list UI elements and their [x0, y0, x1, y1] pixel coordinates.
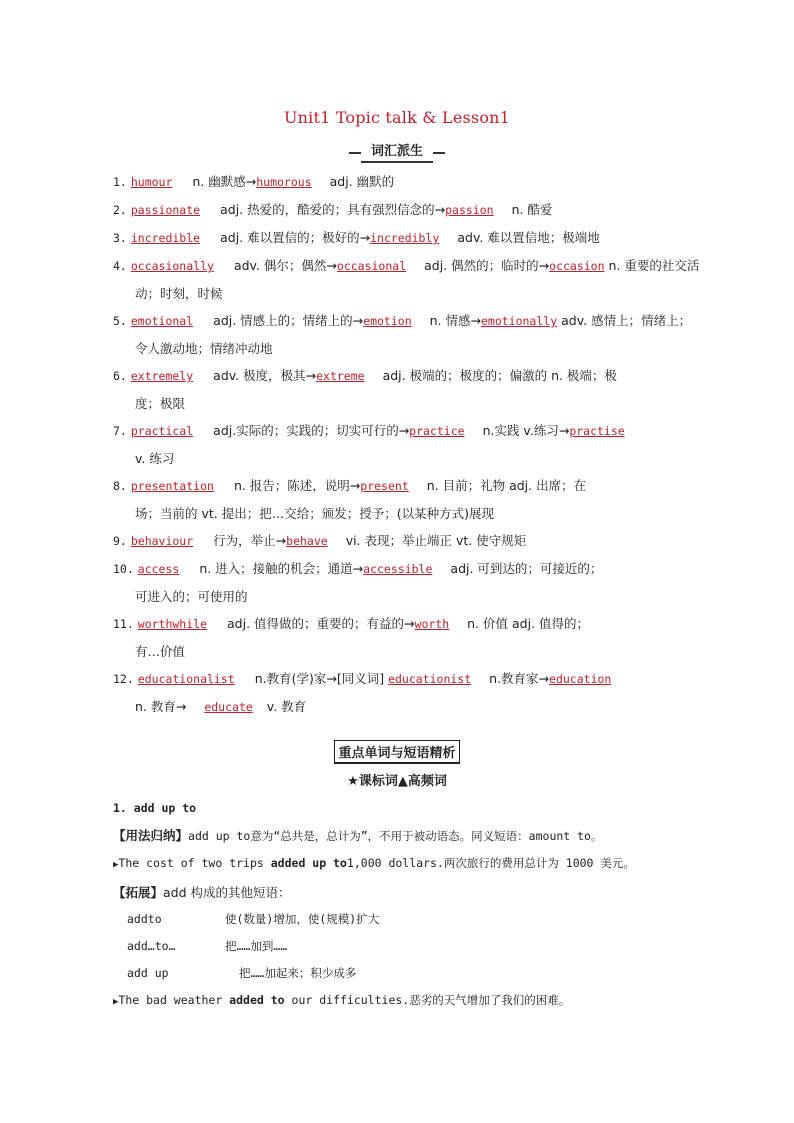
- entry-text: adv. 难以置信地；极端地: [457, 230, 600, 245]
- entry-number: 7.: [113, 424, 127, 438]
- entry-text: 有…价值: [135, 644, 186, 659]
- example-1-post: 1,000 dollars.两次旅行的费用总计为 1000 美元。: [346, 856, 635, 870]
- answer-word: practice: [409, 424, 465, 438]
- answer-word: behave: [286, 534, 328, 548]
- answer-word: presentation: [130, 479, 214, 493]
- entry-text: 动；时刻，时候: [135, 286, 223, 301]
- extension-line: [113, 879, 713, 906]
- answer-word: practical: [130, 424, 194, 438]
- entry-number: 4.: [113, 259, 127, 273]
- answer-word: behaviour: [130, 534, 194, 548]
- entry-text: n. 酷爱: [511, 202, 553, 217]
- entry-text: adj. 可到达的；可接近的；: [450, 561, 603, 576]
- entry-text: adj. 值得做的；重要的；有益的→: [227, 616, 415, 631]
- vocab-entry-continuation: [113, 693, 703, 721]
- entry-number: 1.: [113, 175, 127, 189]
- section2-title: 重点单词与短语精析: [334, 740, 459, 764]
- vocab-entry-continuation: [113, 500, 703, 527]
- entry-text: 度；极限: [135, 396, 186, 411]
- entry-text: adv. 极度，极其→: [213, 368, 317, 383]
- phrase-en: add up: [127, 966, 169, 980]
- entry-text: adv. 偶尔；偶然→: [233, 258, 337, 273]
- answer-word: occasionally: [130, 259, 214, 273]
- entry-text: n. 报告；陈述，说明→: [233, 478, 361, 493]
- phrase-en: addto: [127, 912, 162, 926]
- phrase-heading: 1. add up to: [113, 801, 197, 815]
- answer-word: access: [137, 562, 180, 576]
- answer-word: education: [549, 672, 612, 686]
- example-1-bold: added up to: [270, 856, 347, 870]
- entry-number: 9.: [113, 534, 127, 548]
- answer-word: occasional: [336, 259, 407, 273]
- entry-text: vi. 表现；举止端正 vt. 使守规矩: [345, 533, 527, 548]
- example-2-post: our difficulties.恶劣的天气增加了我们的困难。: [284, 993, 571, 1007]
- vocab-entry-continuation: [113, 583, 703, 610]
- answer-word: practise: [569, 424, 625, 438]
- answer-word: educationalist: [137, 672, 235, 686]
- example-2: [113, 987, 713, 1016]
- entry-text: n.教育家→: [489, 671, 550, 686]
- usage-label: 【用法归纳】: [113, 828, 189, 843]
- entry-number: 2.: [113, 203, 127, 217]
- entry-number: 10.: [113, 562, 134, 576]
- vocab-entry: [113, 224, 703, 252]
- page-title: Unit1 Topic talk & Lesson1: [283, 108, 511, 127]
- vocab-entry-continuation: [113, 390, 703, 417]
- entry-number: 6.: [113, 369, 127, 383]
- vocab-entry-continuation: [113, 638, 703, 665]
- vocab-entry-continuation: [113, 445, 703, 472]
- answer-word: passionate: [130, 203, 201, 217]
- section-banner: [0, 140, 794, 163]
- answer-word: educationist: [388, 672, 472, 686]
- phrase-cn: 把……加起来；积少成多: [239, 966, 357, 980]
- entry-text: n.实践 v.练习→: [482, 423, 570, 438]
- phrase-cn: 把……加到……: [225, 939, 288, 953]
- vocab-entry: [113, 307, 703, 335]
- answer-word: passion: [445, 203, 494, 217]
- entry-text: 场；当前的 vt. 提出；把…交给；颁发；授予；(以某种方式)展现: [135, 506, 494, 521]
- entry-text: adv. 感情上；情绪上；: [561, 313, 692, 328]
- vocab-entry-continuation: [113, 335, 703, 362]
- answer-word: occasion: [549, 259, 605, 273]
- usage-text: add up to意为“总共是，总计为”，不用于被动语态。同义短语：amount to。: [188, 829, 603, 843]
- answer-word: present: [360, 479, 409, 493]
- entry-text: n. 价值 adj. 值得的；: [467, 616, 589, 631]
- entry-text: adj.实际的；实践的；切实可行的→: [213, 423, 410, 438]
- vocab-list: [113, 168, 703, 721]
- bullet-triangle-icon: ▶: [113, 997, 119, 1007]
- vocab-entry: [113, 472, 703, 500]
- entry-text: 令人激动地；情绪冲动地: [135, 341, 273, 356]
- extension-text: add 构成的其他短语：: [163, 885, 291, 900]
- entry-text: v. 教育: [266, 699, 307, 714]
- entry-number: 3.: [113, 231, 127, 245]
- entry-text: n. 教育→: [135, 699, 191, 714]
- entry-text: adj. 情感上的；情绪上的→: [213, 313, 364, 328]
- entry-text: n.教育(学)家→[同义词]: [254, 671, 389, 686]
- example-2-pre: The bad weather: [118, 993, 230, 1007]
- phrase-en: add…to…: [127, 939, 176, 953]
- answer-word: incredible: [130, 231, 201, 245]
- section2-body: [113, 795, 713, 1016]
- phrase-row: [113, 933, 713, 960]
- answer-word: incredibly: [370, 231, 440, 245]
- vocab-entry: [113, 555, 703, 583]
- bullet-triangle-icon: ▶: [113, 860, 119, 870]
- entry-number: 11.: [113, 617, 134, 631]
- answer-word: accessible: [363, 562, 433, 576]
- phrase-row: [113, 906, 713, 933]
- usage-line: [113, 822, 713, 850]
- entry-text: v. 练习: [135, 451, 175, 466]
- vocab-entry: [113, 196, 703, 224]
- entry-text: n. 情感→: [429, 313, 481, 328]
- vocab-entry: [113, 362, 703, 390]
- answer-word: emotional: [130, 314, 194, 328]
- vocab-entry: [113, 168, 703, 196]
- entry-number: 8.: [113, 479, 127, 493]
- answer-word: humorous: [256, 175, 312, 189]
- vocab-entry: [113, 252, 703, 280]
- extension-label: 【拓展】: [113, 885, 164, 900]
- banner-label: 词汇派生: [361, 143, 433, 163]
- entry-text: adj. 难以置信的；极好的→: [220, 230, 371, 245]
- answer-word: emotionally: [480, 314, 558, 328]
- answer-word: extremely: [130, 369, 194, 383]
- entry-number: 12.: [113, 672, 134, 686]
- phrase-cn: 使(数量)增加，使(规模)扩大: [225, 912, 380, 926]
- phrase-row: [113, 960, 713, 987]
- answer-word: educate: [204, 700, 253, 714]
- vocab-entry: [113, 527, 703, 555]
- vocab-entry: [113, 665, 703, 693]
- entry-text: adj. 极端的；极度的；偏激的 n. 极端；极: [382, 368, 617, 383]
- entry-text: n. 目前；礼物 adj. 出席；在: [426, 478, 587, 493]
- answer-word: humour: [130, 175, 173, 189]
- entry-text: adj. 偶然的；临时的→: [424, 258, 550, 273]
- entry-text: n. 进入；接触的机会；通道→: [199, 561, 364, 576]
- entry-text: n. 重要的社交活: [608, 258, 700, 273]
- vocab-entry: [113, 610, 703, 638]
- section2-title-wrap: [0, 740, 794, 764]
- entry-text: adj. 热爱的，酷爱的；具有强烈信念的→: [220, 202, 446, 217]
- answer-word: worthwhile: [137, 617, 208, 631]
- example-1: [113, 850, 713, 879]
- section2-subtitle: ★课标词▲高频词: [347, 774, 447, 789]
- vocab-entry-continuation: [113, 280, 703, 307]
- entry-text: n. 幽默感→: [192, 174, 257, 189]
- answer-word: emotion: [363, 314, 412, 328]
- entry-text: 行为，举止→: [213, 533, 287, 548]
- answer-word: extreme: [316, 369, 365, 383]
- entry-text: 可进入的；可使用的: [135, 589, 248, 604]
- example-1-pre: The cost of two trips: [118, 856, 271, 870]
- vocab-entry: [113, 417, 703, 445]
- entry-number: 5.: [113, 314, 127, 328]
- example-2-bold: added to: [229, 993, 285, 1007]
- answer-word: worth: [414, 617, 450, 631]
- entry-text: adj. 幽默的: [329, 174, 395, 189]
